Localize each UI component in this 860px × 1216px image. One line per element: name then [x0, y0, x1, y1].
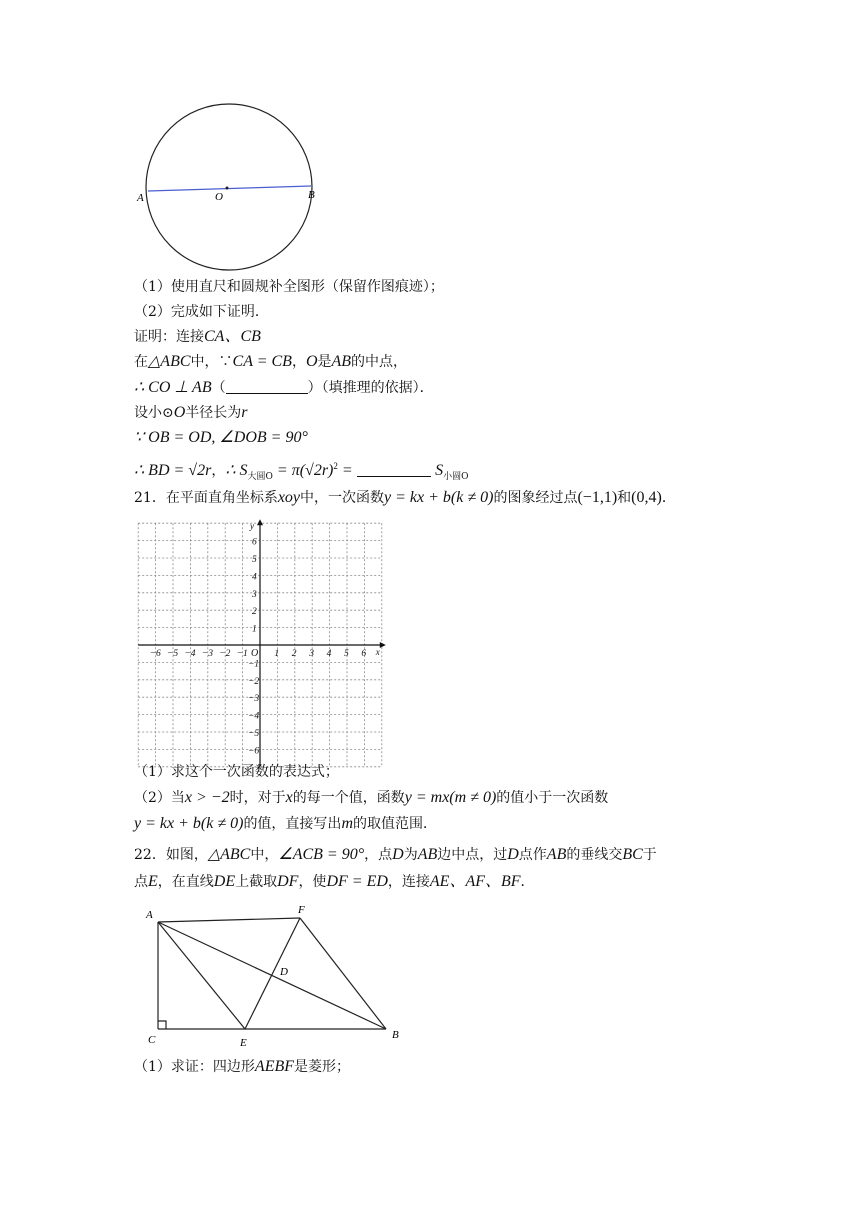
text: ，使 [298, 874, 327, 890]
segment-af [158, 918, 300, 922]
y-tick-label: −3 [248, 694, 260, 705]
math: D [392, 846, 404, 863]
text: ， [291, 354, 306, 370]
q20-proof-line6 [134, 456, 469, 487]
y-tick-label: −2 [248, 676, 260, 687]
label-c: C [148, 1034, 156, 1046]
text: （1）求证：四边形 [134, 1059, 255, 1075]
answer-blank[interactable] [357, 462, 431, 477]
math: y = kx + b(k ≠ 0) [134, 815, 244, 832]
text: ． [661, 490, 676, 506]
x-tick-label: −3 [201, 649, 213, 659]
math: △ABC [207, 846, 251, 863]
math: S [435, 462, 444, 479]
x-tick-label: −2 [219, 649, 231, 659]
math: AE、AF、BF [429, 873, 521, 890]
circle-figure [130, 100, 330, 275]
math: ∴ BD = √2r [134, 462, 212, 479]
y-tick-label: 5 [252, 555, 257, 565]
text: 中，∵ [190, 354, 233, 370]
math: △ABC [148, 353, 191, 370]
math: D [507, 846, 519, 863]
y-tick-label: −4 [248, 711, 260, 722]
q20-step2: （2）完成如下证明． [134, 304, 269, 320]
math: y = kx + b(k ≠ 0) [384, 489, 494, 506]
text: 的垂线交 [566, 847, 623, 863]
math: E [148, 873, 158, 890]
y-tick-label: −5 [248, 729, 260, 739]
q20-step1: （1）使用直尺和圆规补全图形（保留作图痕迹）； [134, 279, 444, 295]
math: y = mx(m ≠ 0) [404, 789, 497, 806]
y-tick-label: 4 [252, 572, 257, 583]
text: 和 [617, 490, 632, 506]
text: ， [211, 463, 226, 479]
x-tick-label: −5 [167, 649, 179, 659]
label-d: D [280, 966, 288, 978]
text: 点 [134, 874, 148, 890]
y-tick-label: −6 [248, 746, 260, 757]
text: ，在直线 [157, 874, 214, 890]
text: 的每一个值，函数 [292, 790, 405, 806]
segment-fb [300, 918, 386, 1029]
q20-proof-intro [134, 327, 261, 347]
y-axis-arrow [257, 519, 263, 525]
math: ∴ CO ⊥ AB [134, 379, 212, 396]
math: CA = CB [232, 353, 292, 370]
math: x [285, 789, 293, 806]
answer-blank[interactable] [226, 379, 308, 394]
x-axis-arrow [380, 642, 386, 648]
x-tick-label: 1 [274, 649, 280, 659]
x-tick-label: 3 [309, 649, 314, 659]
label-b: B [392, 1029, 399, 1041]
q21-stem [134, 488, 676, 508]
text: ，点 [364, 847, 393, 863]
math: ∠ACB = 90° [278, 846, 365, 863]
label-e: E [240, 1037, 247, 1049]
y-tick-label: 6 [252, 537, 257, 548]
coordinate-grid [138, 519, 388, 757]
y-tick-label: 2 [252, 607, 257, 618]
right-angle-mark [158, 1021, 166, 1029]
q21-part2 [134, 788, 608, 808]
label-b: B [308, 189, 315, 201]
label-o: O [215, 191, 223, 203]
q22-part1 [134, 1057, 350, 1077]
math: = [337, 462, 357, 479]
math: AB [331, 353, 352, 370]
subscript: 小圆O [443, 472, 469, 482]
text: 21．在平面直角坐标系 [134, 490, 278, 506]
q22-stem-line1 [134, 845, 657, 865]
text: 的取值范围． [353, 816, 437, 832]
center-point [226, 187, 229, 190]
label-f: F [298, 904, 305, 916]
segment-ef [245, 918, 300, 1029]
text: 证明：连接 [134, 329, 204, 345]
text: 于 [642, 847, 657, 863]
text: 的值小于一次函数 [496, 790, 609, 806]
x-tick-label: 4 [326, 649, 332, 659]
math: CA、CB [204, 328, 261, 345]
segment-ae [158, 922, 245, 1029]
text: 中，一次函数 [300, 490, 385, 506]
y-tick-label: −1 [248, 659, 260, 670]
q22-stem-line2 [134, 872, 535, 892]
text: 22．如图， [134, 847, 208, 863]
text: 的中点， [351, 354, 408, 370]
y-axis-label: y [250, 521, 254, 532]
x-tick-label: −1 [236, 649, 248, 659]
text: 上截取 [235, 874, 278, 890]
q21-part2-cont [134, 814, 437, 834]
text: （ [211, 380, 226, 396]
label-a: A [137, 192, 144, 204]
q20-proof-line4 [134, 403, 248, 423]
math: DF [277, 873, 299, 890]
text: 为 [403, 847, 418, 863]
math: AEBF [254, 1058, 295, 1075]
text: ． [520, 874, 535, 890]
text: 的值，直接写出 [243, 816, 342, 832]
math: (0,4) [631, 489, 662, 506]
text: 半径长为 [185, 405, 242, 421]
superscript: 2 [333, 461, 338, 471]
diameter-ab [148, 186, 311, 191]
text: 是 [317, 354, 332, 370]
math: (−1,1) [577, 489, 618, 506]
origin-label: O [251, 648, 259, 659]
text: （2）当 [134, 790, 185, 806]
math: BC [622, 846, 643, 863]
math: xoy [277, 489, 301, 506]
math: r [241, 404, 248, 421]
subscript: 大圆O [247, 472, 273, 482]
q20-proof-line2 [134, 352, 407, 372]
text: 的图象经过点 [493, 490, 578, 506]
math: m [341, 815, 353, 832]
rhombus-figure [140, 900, 410, 1052]
text: ，连接 [387, 874, 430, 890]
math: = π(√2r) [272, 462, 334, 479]
q20-proof-line3 [134, 378, 434, 398]
q21-part1: （1）求这个一次函数的表达式； [134, 764, 339, 780]
math: AB [546, 846, 567, 863]
text: 点作 [518, 847, 547, 863]
math: DE [213, 873, 236, 890]
math: DF = ED [326, 873, 388, 890]
math: O [305, 353, 318, 370]
text: 设小⊙ [134, 405, 174, 421]
x-tick-label: −6 [149, 649, 161, 659]
math: ∴ S [225, 462, 248, 479]
text: ）（填推理的依据）． [307, 380, 434, 396]
x-tick-label: −4 [184, 649, 196, 659]
text: 时，对于 [229, 790, 286, 806]
text: 中， [250, 847, 279, 863]
math: AB [417, 846, 438, 863]
y-tick-label: 3 [252, 589, 257, 600]
y-tick-label: 1 [252, 624, 257, 635]
x-tick-label: 6 [361, 649, 367, 659]
math: ∵ OB = OD, ∠DOB = 90° [134, 429, 308, 446]
text: 边中点，过 [437, 847, 508, 863]
q20-proof-line5 [134, 428, 308, 448]
x-axis-label: x [375, 647, 380, 657]
x-tick-label: 2 [291, 649, 297, 659]
x-tick-label: 5 [344, 649, 349, 659]
math: x > −2 [184, 789, 230, 806]
math: O [173, 404, 186, 421]
text: 在 [134, 354, 148, 370]
text: 是菱形； [294, 1059, 351, 1075]
label-a: A [146, 909, 153, 921]
